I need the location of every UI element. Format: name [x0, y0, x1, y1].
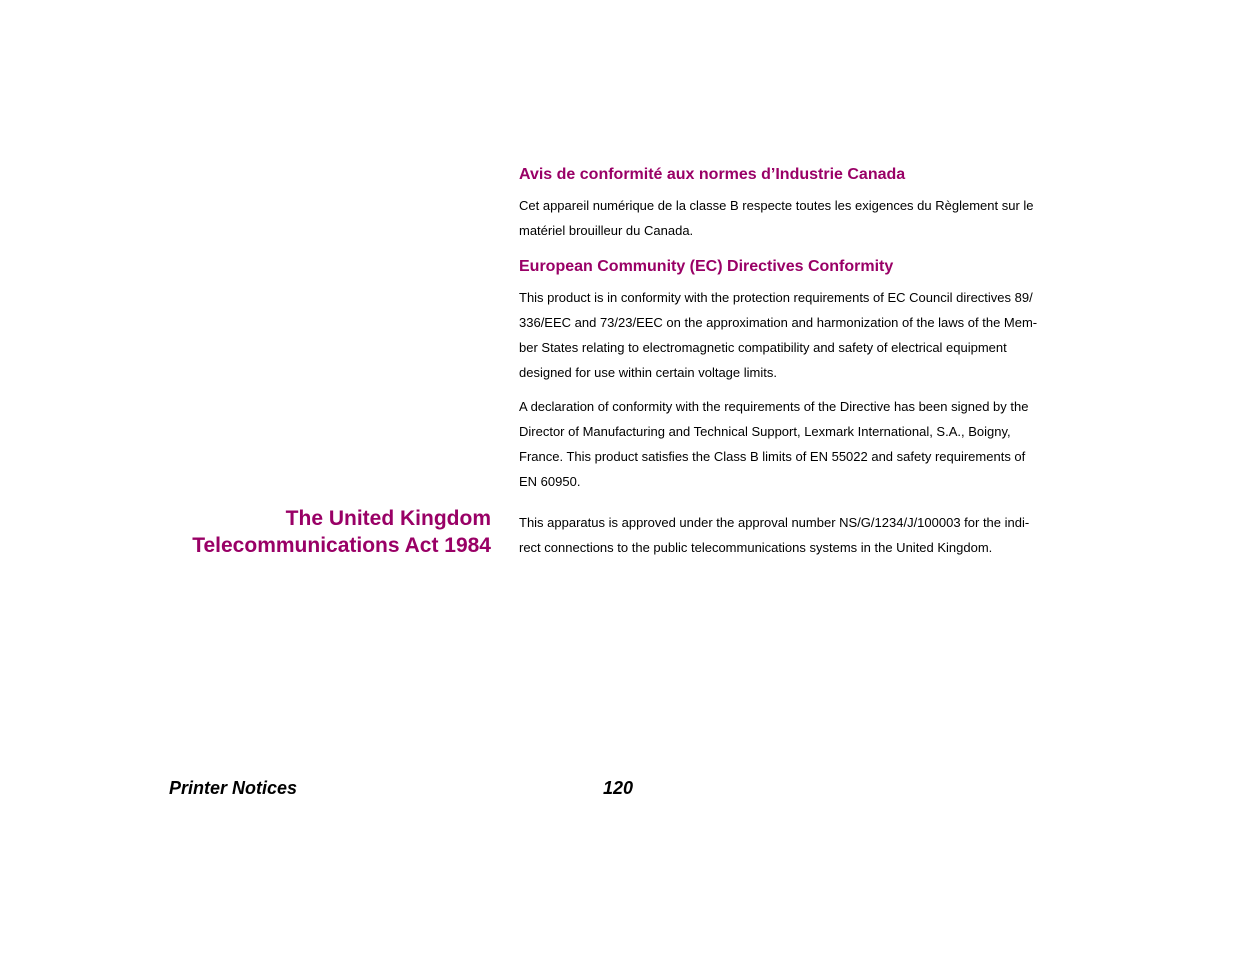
uk-section-heading [192, 505, 491, 559]
text-line: 336/EEC and 73/23/EEC on the approximation and harmonization of the laws of the Mem- [519, 315, 1038, 330]
text-line: Cet appareil numérique de la classe B respecte toutes les exigences du Règlement sur le [519, 198, 1034, 213]
ec-paragraph-2 [519, 394, 1084, 494]
page-number: 120 [603, 778, 634, 798]
text-line: ber States relating to electromagnetic compatibility and safety of electrical equipment [519, 340, 1007, 355]
ec-paragraph-1 [519, 285, 1084, 385]
text-line: rect connections to the public telecommunications systems in the United Kingdom. [519, 540, 993, 555]
text-line: designed for use within certain voltage limits. [519, 365, 777, 380]
uk-paragraph [519, 510, 1084, 560]
ec-heading: European Community (EC) Directives Conformity [519, 258, 894, 275]
heading-line: The United Kingdom [285, 507, 491, 530]
canada-paragraph [519, 193, 1084, 243]
text-line: Director of Manufacturing and Technical Support, Lexmark International, S.A., Boigny, [519, 424, 1011, 439]
text-line: This apparatus is approved under the approval number NS/G/1234/J/100003 for the indi- [519, 515, 1030, 530]
footer-title: Printer Notices [169, 778, 298, 798]
text-line: EN 60950. [519, 474, 581, 489]
text-line: matériel brouilleur du Canada. [519, 223, 694, 238]
text-line: This product is in conformity with the protection requirements of EC Council directives 89/ [519, 290, 1033, 305]
canada-heading: Avis de conformité aux normes d’Industrie Canada [519, 166, 906, 183]
heading-line: Telecommunications Act 1984 [192, 534, 491, 557]
text-line: France. This product satisfies the Class B limits of EN 55022 and safety requirements of [519, 449, 1026, 464]
text-line: A declaration of conformity with the requirements of the Directive has been signed by the [519, 399, 1029, 414]
